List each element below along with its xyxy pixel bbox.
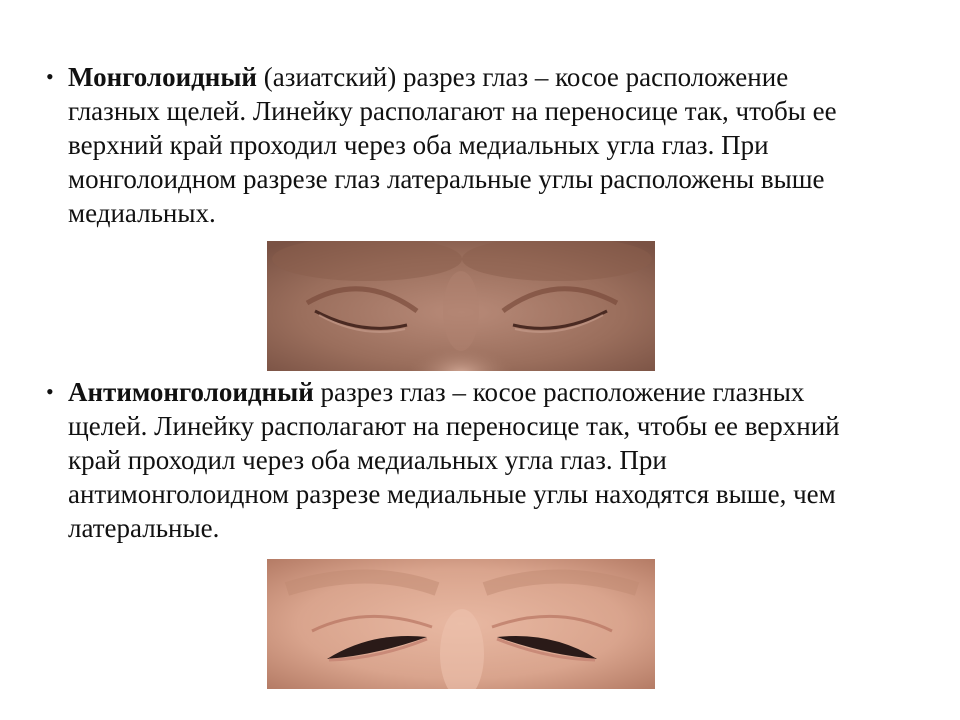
bullet-text: [68, 60, 868, 230]
photo-antimongoloid-eyes: [267, 559, 655, 689]
photo-mongoloid-eyes: [267, 241, 655, 371]
photo-antimongoloid-eyes-image: [267, 559, 655, 689]
bullet-icon: •: [46, 64, 54, 89]
term-mongoloid: Монголоидный: [68, 62, 257, 92]
bullet-text: [68, 375, 868, 545]
bullet-icon: •: [46, 379, 54, 404]
term-antimongoloid: Антимонголоидный: [68, 377, 314, 407]
description-antimongoloid: разрез глаз – косое расположение глазных щелей. Линейку располагают на переносице так, чтобы ее верхний край проходил через оба медиальных угла глаз. При антимонголоидном разрезе медиальные углы находятся выше, чем латеральные.: [68, 377, 840, 543]
description-mongoloid: (азиатский) разрез глаз – косое расположение глазных щелей. Линейку располагают на переносице так, чтобы ее верхний край проходил через оба медиальных угла глаз. При монголоидном разрезе глаз латеральные углы расположены выше медиальных.: [68, 62, 837, 228]
photo-mongoloid-eyes-image: [267, 241, 655, 371]
